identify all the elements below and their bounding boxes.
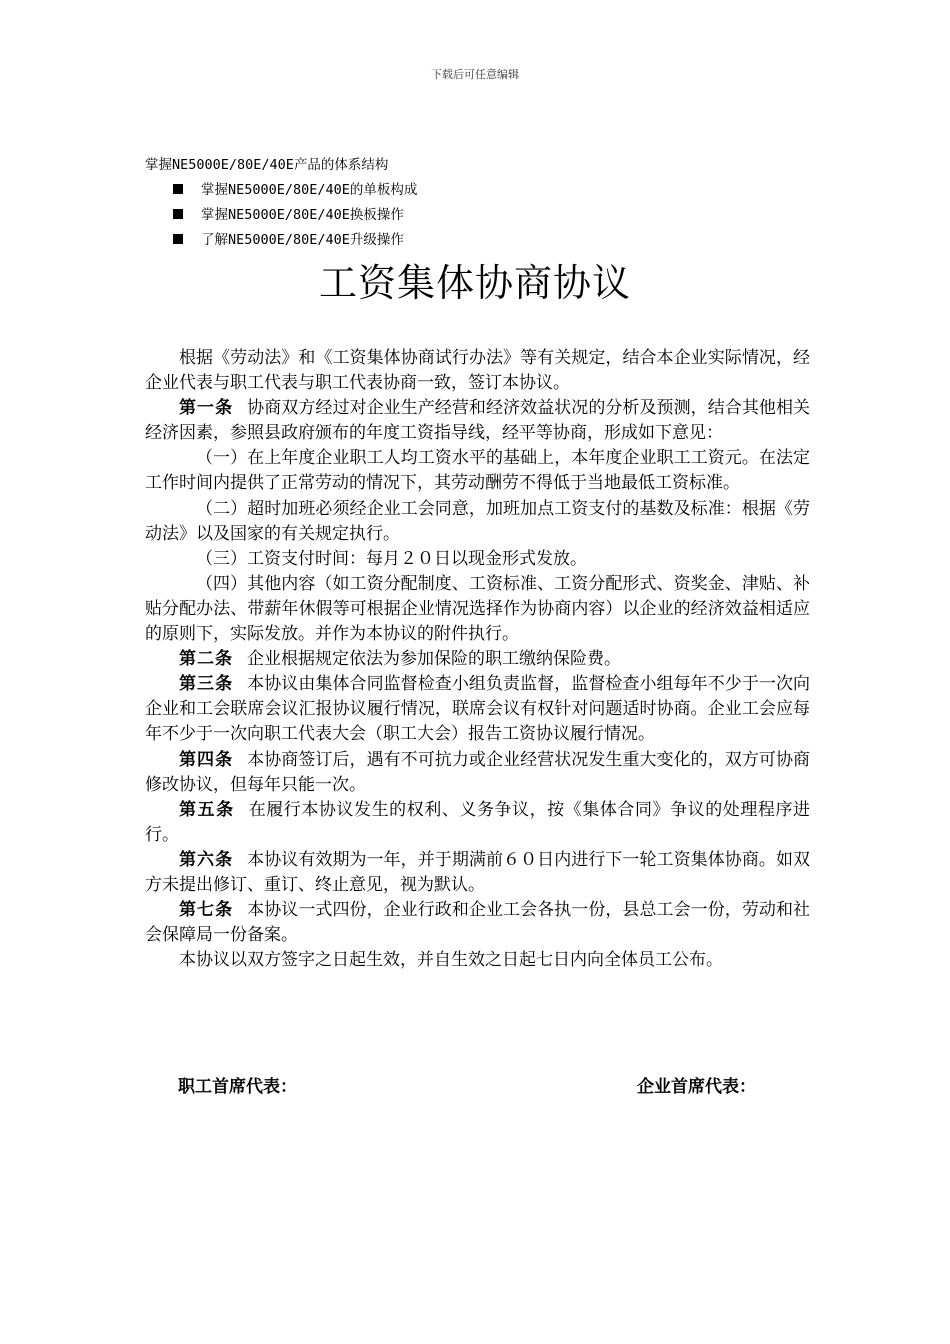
paragraph-text: （三）工资支付时间：每月２０日以现金形式发放。 xyxy=(196,548,587,569)
document-title: 工资集体协商协议 xyxy=(318,261,631,305)
paragraph xyxy=(145,396,810,446)
paragraph xyxy=(145,898,810,948)
paragraph-text: （二）超时加班必须经企业工会同意，加班加点工资支付的基数及标准：根据《劳动法》以及国家的有关规定执行。 xyxy=(145,498,810,544)
paragraph xyxy=(145,446,810,496)
paragraph xyxy=(145,948,810,973)
employee-representative-signature: 职工首席代表： xyxy=(178,1077,297,1097)
article-label: 第七条 xyxy=(179,900,234,921)
paragraph-text: 在履行本协议发生的权利、义务争议，按《集体合同》争议的处理程序进行。 xyxy=(145,799,811,845)
paragraph xyxy=(145,497,810,547)
paragraph-text: （四）其他内容（如工资分配制度、工资标准、工资分配形式、资奖金、津贴、补贴分配办法、带薪年休假等可根据企业情况选择作为协商内容）以企业的经济效益相适应的原则下，实际发放。并作为本协议的附件执行。 xyxy=(145,573,810,645)
bullet-text: 掌握NE5000E/80E/40E的单板构成 xyxy=(201,182,418,198)
paragraph-text: 本协议以双方签字之日起生效，并自生效之日起七日内向全体员工公布。 xyxy=(179,950,723,971)
article-label: 第三条 xyxy=(179,674,234,695)
bullet-item xyxy=(173,178,417,198)
article-label: 第四条 xyxy=(179,749,234,770)
paragraph xyxy=(145,798,810,848)
paragraph-text: 企业根据规定依法为参加保险的职工缴纳保险费。 xyxy=(247,649,621,670)
bullet-text: 掌握NE5000E/80E/40E换板操作 xyxy=(201,207,404,223)
bullet-text: 了解NE5000E/80E/40E升级操作 xyxy=(201,232,404,248)
bullet-item xyxy=(173,228,404,248)
paragraph xyxy=(145,848,810,898)
paragraph-text: 本协议由集体合同监督检查小组负责监督，监督检查小组每年不少于一次向企业和工会联席会议汇报协议履行情况，联席会议有权针对问题适时协商。企业工会应每年不少于一次向职工代表大会（职工大会）报告工资协议履行情况。 xyxy=(145,674,810,745)
article-label: 第二条 xyxy=(179,649,233,670)
employer-representative-signature: 企业首席代表： xyxy=(637,1077,756,1097)
bullet-square-icon xyxy=(173,234,183,244)
document-body xyxy=(145,346,810,973)
paragraph xyxy=(145,748,810,798)
paragraph-text: （一）在上年度企业职工人均工资水平的基础上，本年度企业职工工资元。在法定工作时间内提供了正常劳动的情况下，其劳动酬劳不得低于当地最低工资标准。 xyxy=(145,448,810,494)
paragraph-text: 本协议一式四份，企业行政和企业工会各执一份，县总工会一份，劳动和社会保障局一份备案。 xyxy=(145,900,810,946)
bullet-item xyxy=(173,203,404,223)
intro-line: 掌握NE5000E/80E/40E产品的体系结构 xyxy=(145,157,389,173)
bullet-square-icon xyxy=(173,209,183,219)
bullet-square-icon xyxy=(173,184,183,194)
paragraph xyxy=(145,572,810,647)
article-label: 第五条 xyxy=(179,799,235,820)
paragraph-text: 本协议有效期为一年，并于期满前６０日内进行下一轮工资集体协商。如双方未提出修订、重订、终止意见，视为默认。 xyxy=(145,849,810,895)
paragraph-text: 协商双方经过对企业生产经营和经济效益状况的分析及预测，结合其他相关经济因素，参照县政府颁布的年度工资指导线，经平等协商，形成如下意见： xyxy=(145,398,810,444)
paragraph xyxy=(145,346,810,396)
article-label: 第六条 xyxy=(179,849,234,870)
paragraph xyxy=(145,547,810,572)
article-label: 第一条 xyxy=(179,398,234,419)
paragraph xyxy=(145,647,810,672)
paragraph-text: 本协商签订后，遇有不可抗力或企业经营状况发生重大变化的，双方可协商修改协议，但每年只能一次。 xyxy=(145,749,810,795)
paragraph xyxy=(145,672,810,747)
paragraph-text: 根据《劳动法》和《工资集体协商试行办法》等有关规定，结合本企业实际情况，经企业代表与职工代表与职工代表协商一致，签订本协议。 xyxy=(145,348,810,394)
page-header-note: 下载后可任意编辑 xyxy=(431,68,519,81)
